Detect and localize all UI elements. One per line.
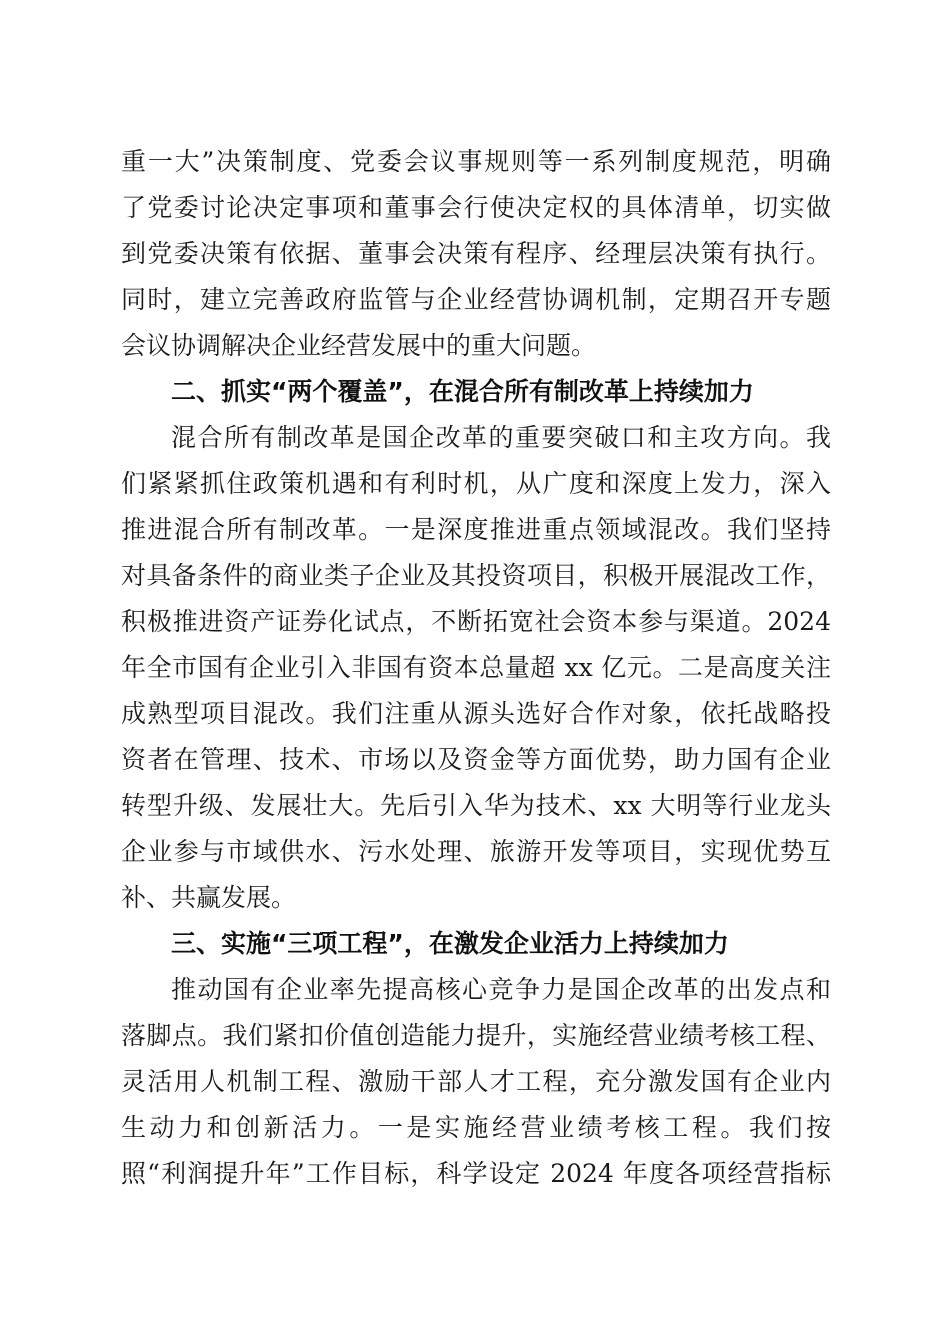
text-line: 年全市国有企业引入非国有资本总量超 xx 亿元。二是高度关注 — [121, 653, 831, 682]
text-line: 混合所有制改革是国企改革的重要突破口和主攻方向。我 — [171, 423, 831, 452]
text-line: 补、共赢发展。 — [121, 883, 297, 912]
text-line: 了党委讨论决定事项和董事会行使决定权的具体清单，切实做 — [121, 193, 831, 222]
text-line: 资者在管理、技术、市场以及资金等方面优势，助力国有企业 — [121, 745, 831, 774]
text-line: 灵活用人机制工程、激励干部人才工程，充分激发国有企业内 — [121, 1067, 831, 1096]
text-line: 转型升级、发展壮大。先后引入华为技术、xx 大明等行业龙头 — [121, 791, 831, 820]
text-line: 到党委决策有依据、董事会决策有程序、经理层决策有执行。 — [121, 239, 831, 268]
text-line: 落脚点。我们紧扣价值创造能力提升，实施经营业绩考核工程、 — [121, 1021, 831, 1050]
text-line: 们紧紧抓住政策机遇和有利时机，从广度和深度上发力，深入 — [121, 469, 831, 498]
text-line: 推进混合所有制改革。一是深度推进重点领域混改。我们坚持 — [121, 515, 831, 544]
text-line: 生动力和创新活力。一是实施经营业绩考核工程。我们按 — [121, 1113, 831, 1142]
text-line: 对具备条件的商业类子企业及其投资项目，积极开展混改工作， — [121, 561, 831, 590]
text-line: 成熟型项目混改。我们注重从源头选好合作对象，依托战略投 — [121, 699, 831, 728]
section-heading-2: 二、抓实“两个覆盖”，在混合所有制改革上持续加力 — [171, 377, 754, 406]
text-line: 重一大”决策制度、党委会议事规则等一系列制度规范，明确 — [121, 147, 831, 176]
text-line: 推动国有企业率先提高核心竞争力是国企改革的出发点和 — [171, 975, 831, 1004]
text-line: 同时，建立完善政府监管与企业经营协调机制，定期召开专题 — [121, 285, 831, 314]
section-heading-3: 三、实施“三项工程”，在激发企业活力上持续加力 — [171, 929, 729, 958]
text-line: 企业参与市域供水、污水处理、旅游开发等项目，实现优势互 — [121, 837, 831, 866]
text-line: 积极推进资产证券化试点，不断拓宽社会资本参与渠道。2024 — [121, 607, 831, 636]
text-line: 会议协调解决企业经营发展中的重大问题。 — [121, 331, 597, 360]
text-line: 照“利润提升年”工作目标，科学设定 2024 年度各项经营指标 — [121, 1159, 831, 1188]
